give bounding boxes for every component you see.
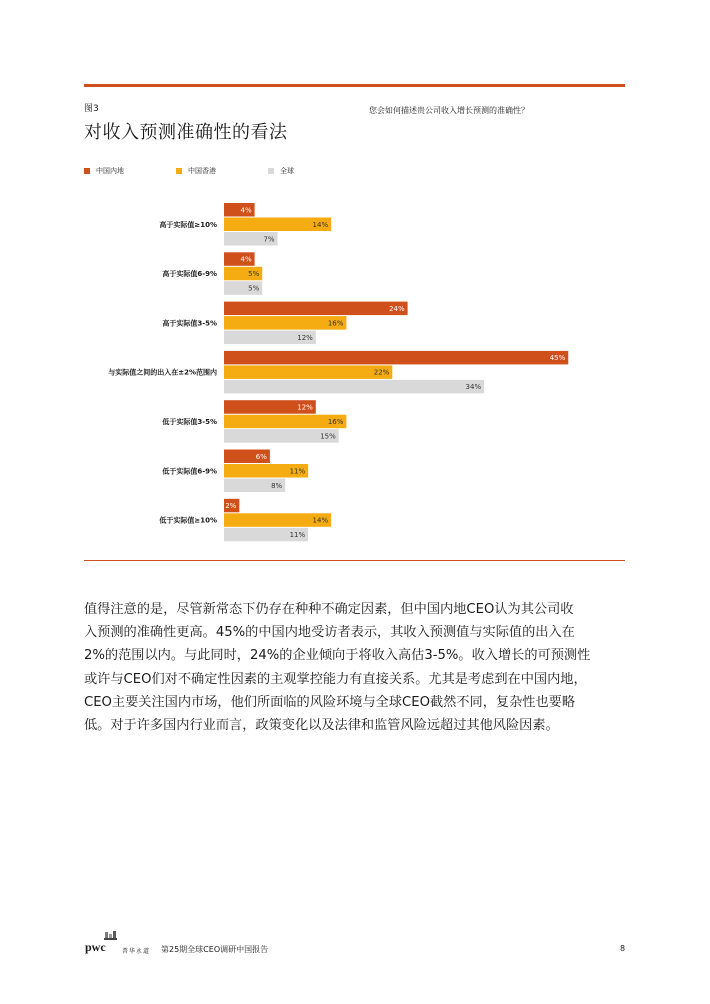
- brand-name-cn: 普华永道: [122, 948, 151, 955]
- pwc-logo: [84, 930, 124, 954]
- data-label-hongkong-cat-high-6-9: 5%: [248, 270, 260, 279]
- page-number: 8: [620, 944, 626, 953]
- legend-item-hongkong: [176, 166, 216, 176]
- figure-label: 图3: [84, 104, 99, 114]
- bottom-rule: [84, 560, 625, 561]
- body-line: CEO主要关注国内市场，他们所面临的风险环境与全球CEO截然不同，复杂性也要略: [84, 694, 576, 710]
- bar-global-cat-within-2: [224, 380, 484, 394]
- data-label-mainland-cat-within-2: 45%: [549, 354, 566, 363]
- footer-title: 第25期全球CEO调研中国报告: [161, 945, 269, 954]
- data-label-mainland-cat-low-10: 2%: [225, 502, 237, 511]
- category-label-cat-low-3-5: 低于实际值3-5%: [162, 417, 217, 426]
- body-line: 值得注意的是，尽管新常态下仍存在种种不确定因素，但中国内地CEO认为其公司收: [84, 602, 574, 617]
- body-line: 或许与CEO们对不确定性因素的主观掌控能力有直接关系。尤其是考虑到在中国内地，: [84, 671, 587, 687]
- bar-mainland-cat-high-3-5: [224, 302, 408, 316]
- body-line: 2%的范围以内。与此同时，24%的企业倾向于将收入高估3-5%。收入增长的可预测性: [84, 648, 591, 664]
- top-rule: [84, 84, 625, 87]
- data-label-hongkong-cat-within-2: 22%: [373, 368, 390, 377]
- data-label-mainland-cat-high-6-9: 4%: [240, 255, 252, 264]
- data-label-global-cat-high-6-9: 5%: [248, 284, 260, 293]
- data-label-hongkong-cat-high-3-5: 16%: [327, 319, 344, 328]
- category-label-cat-high-3-5: 高于实际值3-5%: [162, 319, 217, 328]
- body-paragraph: [84, 598, 629, 737]
- legend-label-hongkong: 中国香港: [188, 167, 216, 175]
- figure-title: 对收入预测准确性的看法: [84, 122, 288, 143]
- data-label-mainland-cat-low-3-5: 12%: [297, 403, 313, 412]
- category-label-cat-high-6-9: 高于实际值6-9%: [162, 270, 217, 279]
- logo-text: pwc: [85, 940, 106, 954]
- category-label-cat-within-2: 与实际值之间的出入在±2%范围内: [108, 368, 217, 377]
- legend-swatch-mainland: [84, 168, 90, 174]
- data-label-mainland-cat-high-10: 4%: [240, 206, 252, 215]
- legend-label-mainland: 中国内地: [96, 167, 124, 175]
- data-label-mainland-cat-low-6-9: 6%: [255, 452, 267, 461]
- data-label-global-cat-within-2: 34%: [465, 383, 482, 392]
- survey-question: 您会如何描述贵公司收入增长预测的准确性？: [369, 106, 529, 115]
- bar-mainland-cat-within-2: [224, 351, 568, 365]
- category-label-cat-high-10: 高于实际值≥10%: [159, 220, 217, 229]
- data-label-hongkong-cat-low-3-5: 16%: [327, 417, 344, 426]
- bar-hongkong-cat-within-2: [224, 365, 392, 379]
- data-label-mainland-cat-high-3-5: 24%: [389, 304, 405, 313]
- legend-swatch-hongkong: [176, 168, 182, 174]
- legend-item-global: [268, 166, 294, 176]
- data-label-hongkong-cat-low-6-9: 11%: [289, 467, 306, 476]
- bar-chart: [0, 195, 710, 555]
- body-line: 入预测的准确性更高。45%的中国内地受访者表示，其收入预测值与实际值的出入在: [84, 625, 575, 641]
- data-label-global-cat-low-10: 11%: [289, 531, 306, 540]
- category-label-cat-low-10: 低于实际值≥10%: [159, 516, 217, 525]
- data-label-global-cat-high-10: 7%: [263, 235, 275, 244]
- body-line: 低。对于许多国内行业而言，政策变化以及法律和监管风险远超过其他风险因素。: [84, 718, 559, 734]
- legend-swatch-global: [268, 168, 274, 174]
- category-label-cat-low-6-9: 低于实际值6-9%: [162, 467, 217, 476]
- data-label-hongkong-cat-low-10: 14%: [312, 516, 329, 525]
- data-label-global-cat-low-6-9: 8%: [271, 481, 283, 490]
- data-label-hongkong-cat-high-10: 14%: [312, 220, 329, 229]
- data-label-global-cat-high-3-5: 12%: [297, 333, 313, 342]
- legend-item-mainland: [84, 166, 124, 176]
- legend-label-global: 全球: [280, 167, 294, 175]
- data-label-global-cat-low-3-5: 15%: [320, 432, 336, 441]
